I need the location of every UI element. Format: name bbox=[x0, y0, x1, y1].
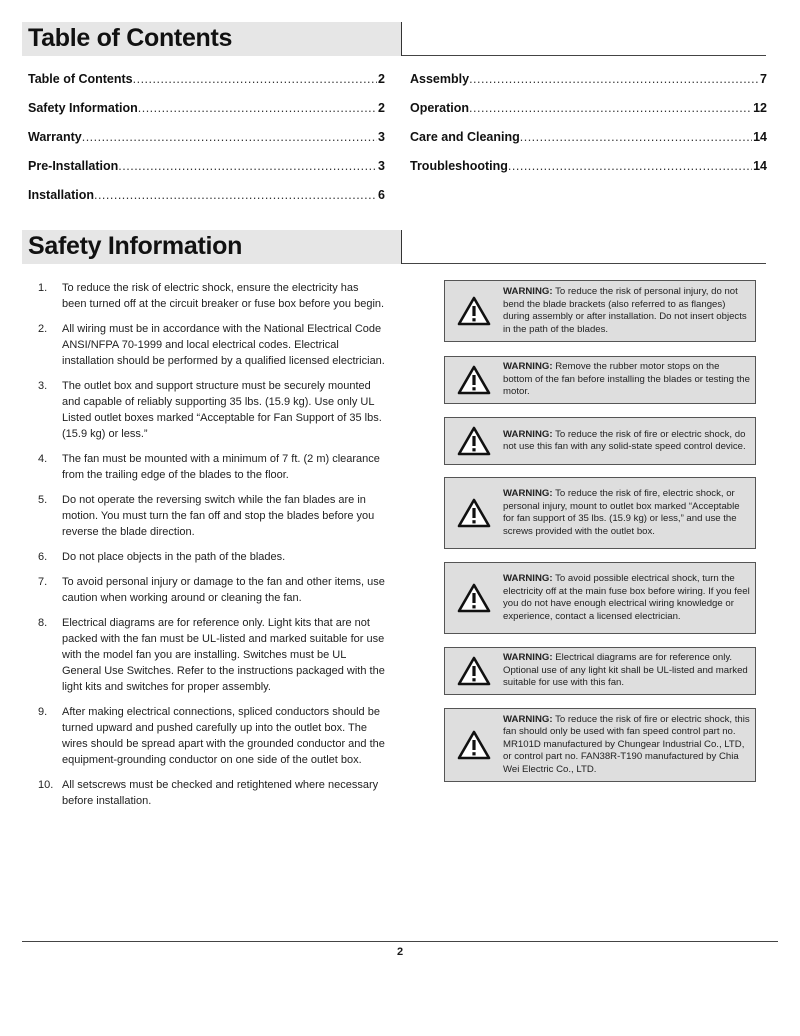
safety-item-number: 7. bbox=[38, 576, 48, 588]
toc-leader bbox=[94, 188, 377, 202]
warning-label: WARNING: bbox=[503, 652, 553, 664]
warning-text: To reduce the risk of fire or electric shock, do not use this fan with any solid-state speed control device. bbox=[503, 428, 746, 452]
warning-triangle-icon bbox=[445, 498, 503, 528]
warning-box bbox=[444, 356, 756, 404]
toc-leader bbox=[469, 101, 752, 115]
toc-left-column bbox=[28, 72, 385, 217]
toc-entry[interactable] bbox=[28, 188, 385, 217]
safety-item bbox=[38, 704, 386, 768]
toc-entry-page: 7 bbox=[760, 72, 767, 86]
toc-leader bbox=[138, 101, 377, 115]
safety-item-text: Do not operate the reversing switch while the fan blades are in motion. You must turn the fan off and stop the blades before you reverse the blade direction. bbox=[62, 494, 375, 538]
safety-item-number: 9. bbox=[38, 706, 48, 718]
toc-entry[interactable] bbox=[410, 101, 767, 130]
safety-item-number: 5. bbox=[38, 494, 48, 506]
toc-leader bbox=[520, 130, 752, 144]
safety-item-number: 1. bbox=[38, 282, 48, 294]
safety-item-text: All setscrews must be checked and retightened where necessary before installation. bbox=[62, 779, 379, 807]
warning-text: To reduce the risk of fire, electric shock, or personal injury, mount to outlet box marked “Acceptable for fan support of 35 lbs. (15.9 kg) or less,” and use the screws provided with the outlet box. bbox=[503, 488, 740, 537]
toc-entry-label: Assembly bbox=[410, 72, 470, 86]
safety-header bbox=[22, 230, 766, 264]
safety-list bbox=[38, 280, 386, 818]
warning-box bbox=[444, 708, 756, 782]
safety-item-text: The fan must be mounted with a minimum of 7 ft. (2 m) clearance from the trailing edge of the blades to the floor. bbox=[62, 453, 380, 481]
footer-divider bbox=[22, 941, 778, 942]
safety-item-text: All wiring must be in accordance with the National Electrical Code ANSI/NFPA 70-1999 and local electrical codes. Electrical installation should be performed by a qualified licensed electrician. bbox=[62, 323, 385, 367]
warning-text: To reduce the risk of fire or electric shock, this fan should only be used with fan speed control part no. MR101D manufactured by Chungear Industrial Co., LTD, or control part no. FAN38R-T190 manufactured by Chia Wei Electric Co., LTD. bbox=[503, 713, 750, 775]
toc-leader bbox=[508, 159, 752, 173]
safety-item-number: 3. bbox=[38, 380, 48, 392]
safety-item-text: Electrical diagrams are for reference only. Light kits that are not packed with the fan must be UL-listed and marked suitable for use with the model fan you are installing. Switches must be UL General Use Switches. Refer to the instructions packaged with the light kits and switches for proper assembly. bbox=[62, 617, 385, 693]
toc-title-bar bbox=[22, 22, 402, 56]
safety-item-number: 10. bbox=[38, 779, 54, 791]
warning-text: To avoid possible electrical shock, turn the electricity off at the main fuse box before wiring. If you feel you do not have enough electrical wiring knowledge or experience, contact a licensed electrician. bbox=[503, 573, 750, 622]
safety-item-number: 4. bbox=[38, 453, 48, 465]
warning-label: WARNING: bbox=[503, 361, 553, 373]
warning-triangle-icon bbox=[445, 656, 503, 686]
warning-label: WARNING: bbox=[503, 428, 553, 440]
warning-box bbox=[444, 477, 756, 549]
warning-box bbox=[444, 280, 756, 342]
toc-title: Table of Contents bbox=[28, 24, 233, 52]
toc-entry-page: 2 bbox=[378, 72, 385, 86]
toc-entry-page: 6 bbox=[378, 188, 385, 202]
safety-item bbox=[38, 321, 386, 369]
safety-item-text: The outlet box and support structure must be securely mounted and capable of reliably supporting 35 lbs. (15.9 kg). Use only UL Listed outlet boxes marked “Acceptable for Fan Support of 35 lbs. (15.9 kg) or less.” bbox=[62, 380, 382, 440]
safety-item bbox=[38, 280, 386, 312]
toc-leader bbox=[133, 72, 377, 86]
toc-entry-label: Troubleshooting bbox=[410, 159, 508, 173]
safety-title-bar bbox=[22, 230, 402, 264]
warning-box bbox=[444, 417, 756, 465]
safety-item bbox=[38, 451, 386, 483]
toc-entry[interactable] bbox=[28, 101, 385, 130]
safety-item-text: After making electrical connections, spliced conductors should be turned upward and pushed carefully up into the outlet box. The wires should be spread apart with the grounded conductor and the equipment-grounding conductor on one side of the outlet box. bbox=[62, 706, 385, 766]
toc-entry[interactable] bbox=[410, 72, 767, 101]
safety-item bbox=[38, 492, 386, 540]
toc-entry-label: Care and Cleaning bbox=[410, 130, 520, 144]
safety-item bbox=[38, 574, 386, 606]
toc-entry-label: Table of Contents bbox=[28, 72, 133, 86]
warning-triangle-icon bbox=[445, 365, 503, 395]
toc-entry-page: 2 bbox=[378, 101, 385, 115]
toc-entry[interactable] bbox=[410, 130, 767, 159]
toc-entry-page: 3 bbox=[378, 130, 385, 144]
safety-item-number: 2. bbox=[38, 323, 48, 335]
safety-item bbox=[38, 615, 386, 695]
toc-entry[interactable] bbox=[28, 72, 385, 101]
warning-triangle-icon bbox=[445, 296, 503, 326]
warning-triangle-icon bbox=[445, 730, 503, 760]
warning-text: Remove the rubber motor stops on the bottom of the fan before installing the blades or testing the motor. bbox=[503, 361, 750, 398]
toc-entry-label: Warranty bbox=[28, 130, 82, 144]
toc-entry[interactable] bbox=[28, 130, 385, 159]
safety-item bbox=[38, 777, 386, 809]
warning-text: To reduce the risk of personal injury, do not bend the blade brackets (also referred to as flanges) during assembly or after installation. Do not insert objects in the path of the blades. bbox=[503, 286, 747, 335]
warning-box bbox=[444, 562, 756, 634]
safety-item-text: To avoid personal injury or damage to the fan and other items, use caution when working around or cleaning the fan. bbox=[62, 576, 385, 604]
toc-entry-page: 14 bbox=[753, 130, 767, 144]
page-number: 2 bbox=[396, 946, 404, 958]
safety-title: Safety Information bbox=[28, 232, 243, 260]
safety-item-number: 6. bbox=[38, 551, 48, 563]
toc-entry-label: Pre-Installation bbox=[28, 159, 119, 173]
safety-item-text: To reduce the risk of electric shock, ensure the electricity has been turned off at the circuit breaker or fuse box before you begin. bbox=[62, 282, 385, 310]
warning-label: WARNING: bbox=[503, 713, 553, 725]
toc-leader bbox=[469, 72, 759, 86]
safety-item bbox=[38, 549, 386, 565]
toc-entry-page: 14 bbox=[753, 159, 767, 173]
warning-triangle-icon bbox=[445, 426, 503, 456]
toc-entry-label: Installation bbox=[28, 188, 94, 202]
warning-triangle-icon bbox=[445, 583, 503, 613]
warning-label: WARNING: bbox=[503, 286, 553, 297]
safety-item-text: Do not place objects in the path of the blades. bbox=[62, 551, 286, 563]
toc-right-column bbox=[410, 72, 767, 188]
toc-header bbox=[22, 22, 766, 56]
toc-entry-label: Operation bbox=[410, 101, 470, 115]
toc-entry-page: 3 bbox=[378, 159, 385, 173]
warning-text: Electrical diagrams are for reference only. Optional use of any light kit shall be UL-listed and marked suitable for use with this fan. bbox=[503, 652, 748, 689]
safety-item bbox=[38, 378, 386, 442]
warning-label: WARNING: bbox=[503, 488, 553, 499]
warning-box bbox=[444, 647, 756, 695]
toc-entry-label: Safety Information bbox=[28, 101, 138, 115]
toc-entry[interactable] bbox=[28, 159, 385, 188]
toc-entry-page: 12 bbox=[753, 101, 767, 115]
toc-leader bbox=[118, 159, 377, 173]
toc-entry[interactable] bbox=[410, 159, 767, 188]
warning-label: WARNING: bbox=[503, 573, 553, 584]
toc-leader bbox=[82, 130, 377, 144]
safety-item-number: 8. bbox=[38, 617, 48, 629]
